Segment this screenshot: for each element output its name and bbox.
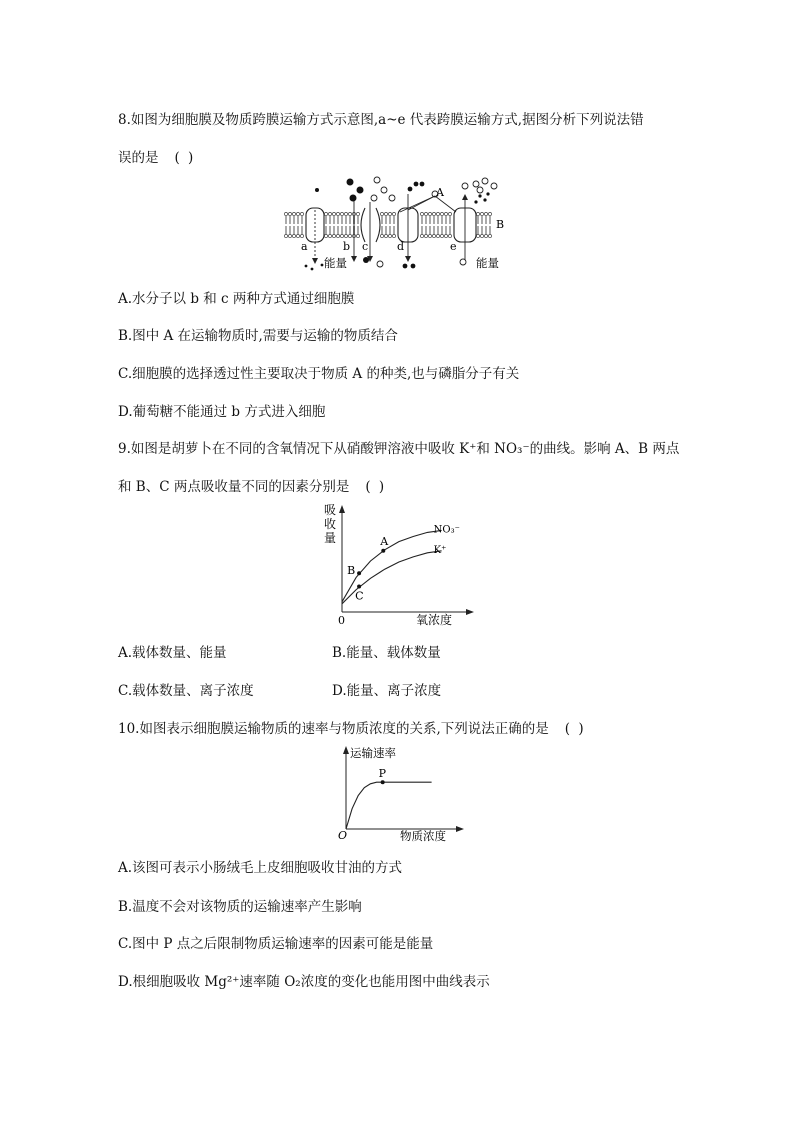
chart-transport-rate [334, 743, 474, 843]
q8-option-b: B.图中 A 在运输物质时,需要与运输的物质结合 [118, 328, 398, 344]
lipid-head-bottom [480, 234, 483, 237]
label-A: A [436, 186, 444, 199]
lipid-tail [485, 216, 486, 234]
lipid-head-bottom [448, 234, 451, 237]
chart2-y-arrow [343, 746, 349, 754]
lipid-head-top [344, 212, 347, 215]
lipid-head-top [436, 212, 439, 215]
lipid-head-bottom [420, 234, 423, 237]
lipid-tail [301, 216, 302, 234]
lipid-head-bottom [356, 234, 359, 237]
q8-stem-line2 [118, 146, 195, 166]
membrane-transport-figure [280, 172, 520, 272]
label-B: B [496, 218, 505, 231]
lipid-tail [381, 216, 382, 234]
q10-stem-line1 [118, 717, 586, 737]
q10-option-d: D.根细胞吸收 Mg²⁺速率随 O₂浓度的变化也能用图中曲线表示 [118, 974, 490, 990]
label-e: e [450, 240, 457, 253]
outside-circles [371, 177, 497, 201]
lipid-head-top [484, 212, 487, 215]
lipid-head-bottom [428, 234, 431, 237]
q10-option-a: A.该图可表示小肠绒毛上皮细胞吸收甘油的方式 [118, 860, 403, 876]
lipid-head-top [332, 212, 335, 215]
q8-stem-text: 误的是 [118, 150, 159, 166]
lipid-head-bottom [384, 234, 387, 237]
lipid-tail [337, 216, 338, 234]
chart2-point-label-P: P [378, 767, 387, 781]
lipid-head-bottom [300, 234, 303, 237]
lipid-head-top [384, 212, 387, 215]
inside-particles [305, 257, 416, 270]
lipid-tail [333, 216, 334, 234]
lipid-head-top [336, 212, 339, 215]
lipid-head-bottom [388, 234, 391, 237]
lipid-head-bottom [476, 234, 479, 237]
lipid-tail [389, 216, 390, 234]
lipid-head-bottom [288, 234, 291, 237]
lipid-tail [477, 216, 478, 234]
lipid-head-top [424, 212, 427, 215]
lipid-tail [481, 216, 482, 234]
lipid-head-top [356, 212, 359, 215]
lipid-tail [349, 216, 350, 234]
lipid-tail [325, 216, 326, 234]
lipid-head-bottom [484, 234, 487, 237]
lipid-head-top [296, 212, 299, 215]
lipid-head-bottom [436, 234, 439, 237]
q10-option-b: B.温度不会对该物质的运输速率产生影响 [118, 899, 362, 915]
lipid-head-top [428, 212, 431, 215]
lipid-tail [441, 216, 442, 234]
chart2-series-line-0 [346, 782, 432, 829]
chart1-series-label-1: K⁺ [433, 544, 447, 556]
lipid-head-bottom [328, 234, 331, 237]
q8-option-c: C.细胞膜的选择透过性主要取决于物质 A 的种类,也与磷脂分子有关 [118, 366, 520, 382]
chart1-origin-label: 0 [338, 614, 345, 627]
lipid-head-top [440, 212, 443, 215]
lipid-head-bottom [332, 234, 335, 237]
q10-answer-paren: ( ) [564, 721, 586, 737]
carrier-protein-a [306, 208, 324, 242]
chart1-point-A [381, 549, 385, 553]
chart1-point-C [357, 585, 361, 589]
lipid-tail [489, 216, 490, 234]
lipid-head-top [392, 212, 395, 215]
chart1-series-label-0: NO₃⁻ [433, 524, 460, 536]
lipid-head-top [432, 212, 435, 215]
q9-stem-line2 [118, 475, 386, 495]
chart1-x-arrow [466, 609, 474, 615]
q8-option-d: D.葡萄糖不能通过 b 方式进入细胞 [118, 404, 326, 420]
lipid-head-bottom [292, 234, 295, 237]
lipid-head-bottom [348, 234, 351, 237]
arrow-head-b [351, 256, 357, 262]
chart1-point-B [357, 571, 361, 575]
lipid-tail [445, 216, 446, 234]
lipid-head-bottom [444, 234, 447, 237]
lipid-tail [437, 216, 438, 234]
lipid-head-top [292, 212, 295, 215]
chart1-xlabel: 氧浓度 [416, 613, 453, 627]
lipid-tail [429, 216, 430, 234]
lipid-tail [341, 216, 342, 234]
chart2-x-arrow [456, 826, 464, 832]
lipid-tail [449, 216, 450, 234]
q8-option-a: A.水分子以 b 和 c 两种方式通过细胞膜 [118, 291, 355, 307]
lipid-head-bottom [296, 234, 299, 237]
lipid-head-top [328, 212, 331, 215]
q9-stem-text: 和 B、C 两点吸收量不同的因素分别是 [118, 479, 350, 495]
inside-circles [377, 259, 466, 267]
lipid-tail [421, 216, 422, 234]
q9-option-a: A.载体数量、能量 [118, 645, 227, 661]
label-a: a [301, 240, 308, 253]
lipid-tail [433, 216, 434, 234]
lipid-head-top [380, 212, 383, 215]
lipid-head-bottom [284, 234, 287, 237]
lipid-head-top [348, 212, 351, 215]
label-b: b [343, 240, 351, 253]
chart2-point-P [381, 780, 385, 784]
chart2-origin-label: O [338, 829, 348, 842]
lipid-head-bottom [340, 234, 343, 237]
chart1-ylabel-2: 收 [324, 517, 337, 531]
lipid-tail [393, 216, 394, 234]
lipid-head-top [340, 212, 343, 215]
lipid-tail [293, 216, 294, 234]
q9-option-c: C.载体数量、离子浓度 [118, 683, 254, 699]
arrow-head-e [462, 194, 468, 200]
lipid-tail [285, 216, 286, 234]
lipid-head-top [288, 212, 291, 215]
label-d: d [397, 240, 405, 253]
label-c: c [362, 240, 369, 253]
lipid-tail [357, 216, 358, 234]
lipid-head-top [480, 212, 483, 215]
lipid-tail [297, 216, 298, 234]
lipid-head-bottom [488, 234, 491, 237]
q9-option-b: B.能量、载体数量 [332, 645, 441, 661]
lipid-head-bottom [392, 234, 395, 237]
lipid-head-top [300, 212, 303, 215]
chart1-ylabel-3: 量 [324, 531, 337, 545]
lipid-head-top [284, 212, 287, 215]
lipid-head-top [476, 212, 479, 215]
q10-option-c: C.图中 P 点之后限制物质运输速率的因素可能是能量 [118, 936, 434, 952]
lipid-head-bottom [440, 234, 443, 237]
lipid-head-bottom [344, 234, 347, 237]
q8-stem-line1: 8.如图为细胞膜及物质跨膜运输方式示意图,a~e 代表跨膜运输方式,据图分析下列说法错 [118, 112, 644, 128]
lipid-head-top [420, 212, 423, 215]
lipid-head-top [488, 212, 491, 215]
lipid-tail [385, 216, 386, 234]
label-energy-1: 能量 [324, 256, 347, 270]
pointer-A-mid [408, 196, 435, 210]
lipid-head-top [324, 212, 327, 215]
lipid-head-bottom [324, 234, 327, 237]
chart1-y-arrow [339, 505, 345, 513]
lipid-head-bottom [424, 234, 427, 237]
chart2-ylabel: 运输速率 [350, 746, 396, 760]
chart1-ylabel-1: 吸 [324, 503, 337, 517]
lipid-head-top [444, 212, 447, 215]
lipid-head-top [448, 212, 451, 215]
q10-stem-text: 10.如图表示细胞膜运输物质的速率与物质浓度的关系,下列说法正确的是 [118, 721, 549, 737]
q9-answer-paren: ( ) [365, 479, 387, 495]
lipid-tail [425, 216, 426, 234]
chart2-xlabel: 物质浓度 [400, 829, 446, 843]
chart1-point-label-C: C [355, 589, 364, 603]
q9-option-d: D.能量、离子浓度 [332, 683, 442, 699]
lipid-tail [329, 216, 330, 234]
label-energy-2: 能量 [476, 256, 499, 270]
chart1-point-label-B: B [347, 564, 356, 578]
q9-stem-line1: 9.如图是胡萝卜在不同的含氧情况下从硝酸钾溶液中吸收 K⁺和 NO₃⁻的曲线。影响 A、B 两点 [118, 441, 680, 457]
arrow-head-d [405, 256, 411, 262]
lipid-head-bottom [336, 234, 339, 237]
arrow-head-a [312, 258, 318, 264]
lipid-tail [289, 216, 290, 234]
chart1-point-label-A: A [380, 534, 389, 548]
chart-oxygen-absorption [318, 500, 478, 630]
lipid-head-bottom [380, 234, 383, 237]
lipid-tail [345, 216, 346, 234]
q8-answer-paren: ( ) [174, 150, 196, 166]
channel-protein-c [361, 208, 380, 242]
lipid-head-top [388, 212, 391, 215]
lipid-head-bottom [432, 234, 435, 237]
